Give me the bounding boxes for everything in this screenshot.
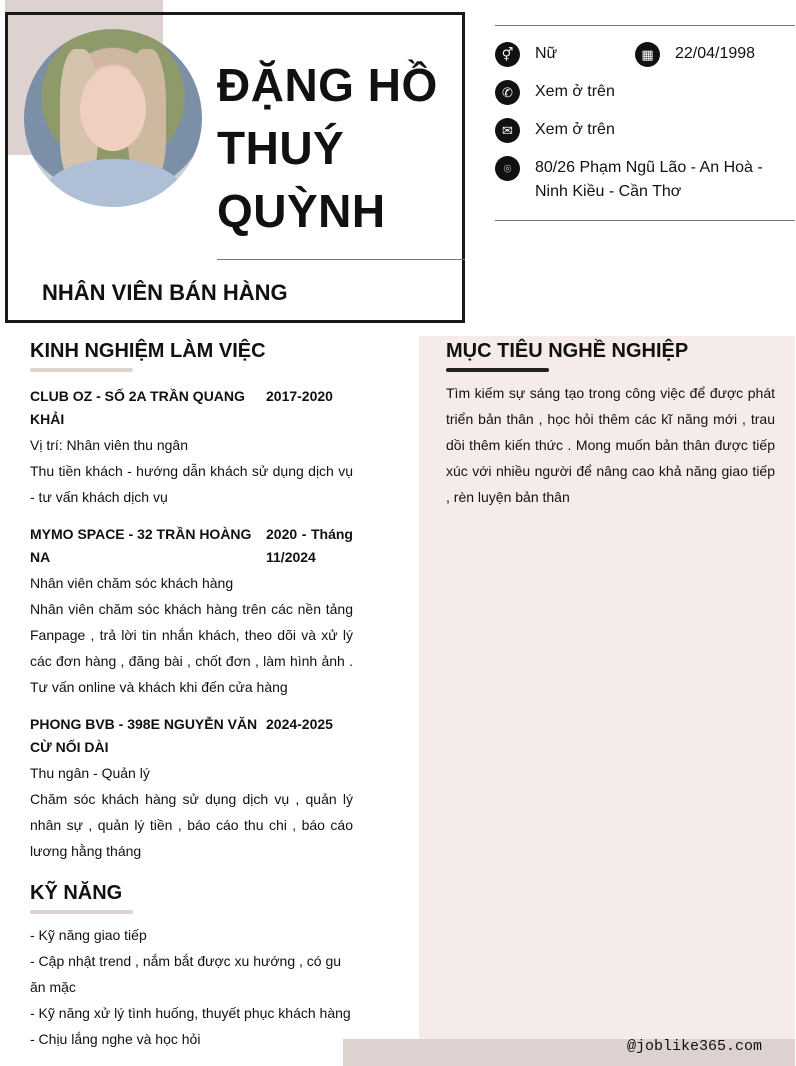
birthday-value: 22/04/1998	[675, 45, 756, 62]
address-line-2: Ninh Kiều - Cần Thơ	[535, 183, 682, 200]
gender-row	[495, 42, 557, 67]
name-divider	[217, 259, 465, 260]
goal-title: MỤC TIÊU NGHỀ NGHIỆP	[446, 340, 689, 362]
phone-icon: ✆	[495, 80, 520, 105]
gender-value: Nữ	[535, 45, 558, 62]
skills-list	[30, 922, 353, 1052]
job-header	[30, 385, 353, 431]
job-description: Nhân viên chăm sóc khách hàng trên các nền tảng Fanpage , trả lời tin nhắn khách, theo dõi và xử lý các đơn hàng , đăng bài , chốt đơn , làm hình ảnh . Tư vấn online và khách khi đến cửa hàng	[30, 601, 353, 695]
skill-item: - Kỹ năng xử lý tình huống, thuyết phục khách hàng	[30, 1005, 351, 1021]
gender-icon: ⚥	[495, 42, 520, 67]
left-column	[30, 338, 353, 1052]
calendar-icon: ▦	[635, 42, 660, 67]
address-row	[495, 156, 763, 204]
job-header	[30, 713, 353, 759]
experience-underline	[30, 368, 133, 372]
skill-item: - Chịu lắng nghe và học hỏi	[30, 1031, 201, 1047]
candidate-name	[217, 54, 457, 243]
watermark: @joblike365.com	[627, 1038, 763, 1055]
skills-underline	[30, 910, 133, 914]
skills-title: KỸ NĂNG	[30, 882, 123, 904]
name-line-3: QUỲNH	[217, 185, 386, 237]
goal-underline	[446, 368, 549, 372]
address-value	[535, 156, 763, 204]
avatar-face	[80, 67, 146, 151]
job-entry	[30, 713, 353, 864]
address-line-1: 80/26 Phạm Ngũ Lão - An Hoà -	[535, 159, 763, 176]
job-title: NHÂN VIÊN BÁN HÀNG	[42, 280, 288, 305]
avatar	[24, 29, 202, 207]
job-role: Nhân viên chăm sóc khách hàng	[30, 575, 234, 591]
phone-value: Xem ở trên	[535, 83, 615, 100]
job-description: Chăm sóc khách hàng sử dụng dịch vụ , quản lý nhân sự , quản lý tiền , báo cáo thu chi , báo cáo lương hằng tháng	[30, 791, 353, 859]
info-top-divider	[495, 25, 795, 26]
skill-item: - Kỹ năng giao tiếp	[30, 927, 147, 943]
birthday-row	[635, 42, 755, 67]
name-line-1: ĐẶNG HỒ	[217, 59, 438, 111]
skill-item: - Cập nhật trend , nắm bắt được xu hướng , có gu ăn mặc	[30, 953, 342, 995]
experience-title: KINH NGHIỆM LÀM VIỆC	[30, 340, 266, 362]
email-value: Xem ở trên	[535, 121, 615, 138]
job-entry	[30, 385, 353, 510]
location-icon: ⌾	[495, 156, 520, 181]
job-header	[30, 523, 353, 569]
goal-section	[446, 338, 775, 510]
job-company: CLUB OZ - SỐ 2A TRẦN QUANG KHẢI	[30, 388, 245, 427]
name-line-2: THUÝ	[217, 122, 345, 174]
email-row	[495, 118, 615, 143]
job-years: 2020 - Tháng 11/2024	[266, 526, 353, 565]
job-description: Thu tiền khách - hướng dẫn khách sử dụng dịch vụ - tư vấn khách dịch vụ	[30, 463, 353, 505]
email-icon: ✉	[495, 118, 520, 143]
phone-row	[495, 80, 615, 105]
job-company: MYMO SPACE - 32 TRẦN HOÀNG NA	[30, 526, 252, 565]
skills-section	[30, 880, 353, 1052]
goal-text: Tìm kiếm sự sáng tạo trong công việc để được phát triển bản thân , học hỏi thêm các kĩ năng mới , trau dồi thêm kiến thức . Mong muốn bản thân được tiếp xúc với nhiều người để nâng cao khả năng giao tiếp , rèn luyện bản thân	[446, 385, 775, 505]
job-years: 2024-2025	[266, 716, 333, 732]
job-entry	[30, 523, 353, 700]
job-role: Vị trí: Nhân viên thu ngân	[30, 437, 188, 453]
job-company: PHONG BVB - 398E NGUYỄN VĂN CỪ NỐI DÀI	[30, 716, 258, 755]
job-role: Thu ngân - Quản lý	[30, 765, 150, 781]
job-years: 2017-2020	[266, 388, 333, 404]
info-bottom-divider	[495, 220, 795, 221]
